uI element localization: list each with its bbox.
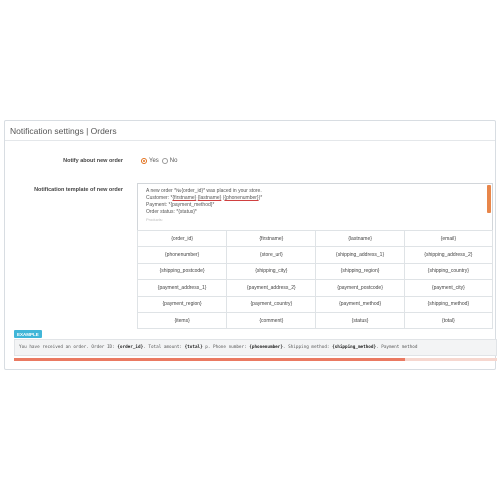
variable-cell[interactable]: {payment_postcode} bbox=[316, 280, 404, 296]
variables-row bbox=[138, 247, 493, 263]
template-textarea[interactable] bbox=[137, 183, 493, 231]
template-line-1: A new order *№{order_id}* was placed in your store. bbox=[146, 188, 262, 194]
variable-cell[interactable]: {payment_method} bbox=[316, 296, 404, 312]
panel-title: Notification settings | Orders bbox=[5, 121, 495, 141]
template-label: Notification template of new order bbox=[34, 187, 123, 193]
variable-cell[interactable]: {payment_city} bbox=[404, 280, 492, 296]
variable-cell[interactable]: {status} bbox=[316, 312, 404, 328]
example-badge: EXAMPLE bbox=[14, 330, 42, 338]
example-text: You have received an order. Order ID: {order_id}. Total amount: {total} p. Phone number: {phonenumber}. Shipping method: {shipping_method}. Payment method bbox=[14, 339, 497, 356]
variable-cell[interactable]: {comment} bbox=[227, 312, 316, 328]
template-line-4: Order status: *{status}* bbox=[146, 209, 197, 215]
variable-cell[interactable]: {email} bbox=[404, 231, 492, 247]
radio-yes[interactable] bbox=[141, 158, 147, 164]
variable-cell[interactable]: {items} bbox=[138, 312, 227, 328]
variable-cell[interactable]: {payment_country} bbox=[227, 296, 316, 312]
notify-label: Notify about new order bbox=[63, 158, 123, 164]
variable-cell[interactable]: {payment_region} bbox=[138, 296, 227, 312]
variable-cell[interactable]: {order_id} bbox=[138, 231, 227, 247]
template-line-2: Customer: *{firstname} {lastname} ({phonenumber})* bbox=[146, 195, 263, 201]
variable-cell[interactable]: {shipping_region} bbox=[316, 263, 404, 279]
radio-yes-label: Yes bbox=[149, 158, 159, 164]
variable-cell[interactable]: {shipping_country} bbox=[404, 263, 492, 279]
template-line-3: Payment: *{payment_method}* bbox=[146, 202, 215, 208]
radio-no-label: No bbox=[169, 158, 178, 164]
variable-cell[interactable]: {shipping_address_2} bbox=[404, 247, 492, 263]
variable-cell[interactable]: {payment_address_2} bbox=[227, 280, 316, 296]
variables-row bbox=[138, 231, 493, 247]
variables-row bbox=[138, 312, 493, 328]
radio-no[interactable] bbox=[162, 158, 168, 164]
template-scrollbar[interactable] bbox=[487, 185, 491, 213]
variable-cell[interactable]: {shipping_postcode} bbox=[138, 263, 227, 279]
notify-radio-group bbox=[141, 158, 180, 164]
variables-row bbox=[138, 296, 493, 312]
variable-cell[interactable]: {store_url} bbox=[227, 247, 316, 263]
notification-settings-panel bbox=[4, 120, 496, 370]
example-scrollbar[interactable] bbox=[14, 358, 497, 361]
template-line-5: Products: bbox=[146, 217, 163, 222]
variables-table bbox=[137, 230, 493, 329]
variables-row bbox=[138, 263, 493, 279]
variable-cell[interactable]: {shipping_method} bbox=[404, 296, 492, 312]
variable-cell[interactable]: {firstname} bbox=[227, 231, 316, 247]
variable-cell[interactable]: {shipping_address_1} bbox=[316, 247, 404, 263]
variable-cell[interactable]: {payment_address_1} bbox=[138, 280, 227, 296]
variables-row bbox=[138, 280, 493, 296]
variable-cell[interactable]: {total} bbox=[404, 312, 492, 328]
variable-cell[interactable]: {phonenumber} bbox=[138, 247, 227, 263]
variable-cell[interactable]: {lastname} bbox=[316, 231, 404, 247]
example-scrollbar-thumb[interactable] bbox=[14, 358, 405, 361]
variable-cell[interactable]: {shipping_city} bbox=[227, 263, 316, 279]
